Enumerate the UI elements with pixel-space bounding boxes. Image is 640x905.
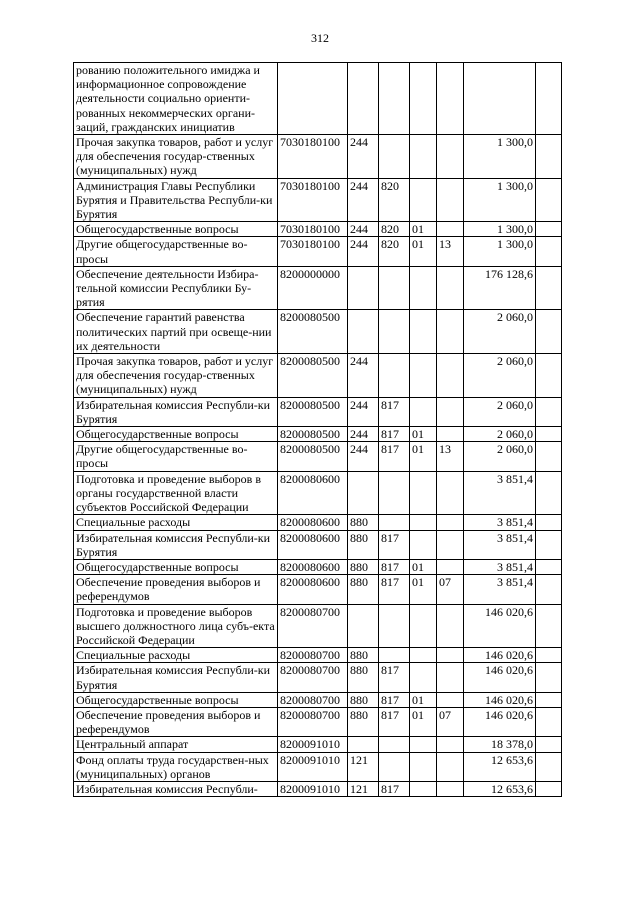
row-amount: 12 653,6 — [464, 752, 536, 781]
row-target-code: 8200080600 — [278, 575, 348, 604]
row-amount: 3 851,4 — [464, 530, 536, 559]
row-name: рованию положительного имиджа и информационное сопровождение деятельности социально ориенти-рованных некоммерческих органи-заций, гражданских инициатив — [74, 63, 278, 135]
row-grbs: 817 — [379, 663, 410, 692]
row-grbs — [379, 135, 410, 179]
row-name: Прочая закупка товаров, работ и услуг для обеспечения государ-ственных (муниципальных) нужд — [74, 135, 278, 179]
row-grbs — [379, 354, 410, 398]
row-section: 01 — [410, 575, 437, 604]
table-row — [74, 178, 562, 222]
row-name: Специальные расходы — [74, 648, 278, 663]
row-section — [410, 397, 437, 426]
row-name: Избирательная комиссия Республи-ки Бурятия — [74, 663, 278, 692]
table-row — [74, 63, 562, 135]
row-section — [410, 354, 437, 398]
row-name: Центральный аппарат — [74, 737, 278, 752]
row-target-code: 8200080500 — [278, 442, 348, 471]
row-extra — [536, 515, 562, 530]
row-name: Обеспечение деятельности Избира-тельной комиссии Республики Бу-рятия — [74, 266, 278, 310]
table-row — [74, 237, 562, 266]
table-row — [74, 692, 562, 707]
row-amount: 2 060,0 — [464, 397, 536, 426]
row-section: 01 — [410, 707, 437, 736]
row-subsection: 13 — [437, 442, 464, 471]
row-extra — [536, 397, 562, 426]
row-expense-type — [348, 604, 379, 648]
row-grbs: 820 — [379, 237, 410, 266]
row-name: Подготовка и проведение выборов высшего должностного лица субъ-екта Российской Федерации — [74, 604, 278, 648]
row-grbs: 817 — [379, 575, 410, 604]
row-name: Общегосударственные вопросы — [74, 692, 278, 707]
row-extra — [536, 471, 562, 515]
row-grbs: 817 — [379, 530, 410, 559]
row-extra — [536, 663, 562, 692]
row-target-code: 8200080700 — [278, 707, 348, 736]
row-target-code: 8200080700 — [278, 604, 348, 648]
row-grbs — [379, 604, 410, 648]
row-amount: 146 020,6 — [464, 707, 536, 736]
row-grbs — [379, 310, 410, 354]
row-expense-type: 121 — [348, 781, 379, 796]
row-subsection — [437, 222, 464, 237]
row-name: Обеспечение проведения выборов и референдумов — [74, 707, 278, 736]
row-expense-type: 880 — [348, 575, 379, 604]
row-target-code: 7030180100 — [278, 135, 348, 179]
row-amount: 146 020,6 — [464, 648, 536, 663]
row-amount: 2 060,0 — [464, 354, 536, 398]
row-amount: 2 060,0 — [464, 427, 536, 442]
row-target-code: 8200080700 — [278, 663, 348, 692]
row-extra — [536, 237, 562, 266]
row-name: Другие общегосударственные во-просы — [74, 442, 278, 471]
row-expense-type: 880 — [348, 559, 379, 574]
budget-table — [73, 62, 562, 797]
row-grbs — [379, 471, 410, 515]
row-subsection — [437, 310, 464, 354]
row-target-code: 8200080500 — [278, 397, 348, 426]
row-subsection — [437, 471, 464, 515]
row-amount: 146 020,6 — [464, 604, 536, 648]
row-expense-type: 880 — [348, 648, 379, 663]
row-extra — [536, 442, 562, 471]
row-subsection — [437, 559, 464, 574]
row-subsection — [437, 737, 464, 752]
row-section: 01 — [410, 692, 437, 707]
row-subsection — [437, 604, 464, 648]
row-target-code: 8200091010 — [278, 737, 348, 752]
row-target-code: 8200080600 — [278, 471, 348, 515]
row-expense-type — [348, 471, 379, 515]
row-section: 01 — [410, 442, 437, 471]
row-name: Избирательная комиссия Республи-ки Бурятия — [74, 530, 278, 559]
row-grbs: 817 — [379, 781, 410, 796]
row-extra — [536, 648, 562, 663]
row-section — [410, 530, 437, 559]
row-grbs — [379, 515, 410, 530]
row-expense-type: 880 — [348, 663, 379, 692]
row-extra — [536, 178, 562, 222]
row-name: Избирательная комиссия Республи-ки Бурятия — [74, 397, 278, 426]
row-section — [410, 310, 437, 354]
row-expense-type — [348, 63, 379, 135]
row-grbs — [379, 752, 410, 781]
row-grbs: 817 — [379, 692, 410, 707]
row-name: Общегосударственные вопросы — [74, 427, 278, 442]
row-target-code: 7030180100 — [278, 178, 348, 222]
row-amount: 18 378,0 — [464, 737, 536, 752]
row-section — [410, 63, 437, 135]
row-extra — [536, 63, 562, 135]
table-row — [74, 427, 562, 442]
row-grbs — [379, 266, 410, 310]
row-amount — [464, 63, 536, 135]
row-extra — [536, 707, 562, 736]
row-subsection — [437, 397, 464, 426]
row-amount: 146 020,6 — [464, 692, 536, 707]
row-grbs: 820 — [379, 222, 410, 237]
row-grbs: 817 — [379, 707, 410, 736]
row-grbs: 817 — [379, 427, 410, 442]
row-extra — [536, 310, 562, 354]
row-name: Общегосударственные вопросы — [74, 559, 278, 574]
row-subsection — [437, 752, 464, 781]
row-subsection — [437, 692, 464, 707]
row-subsection — [437, 135, 464, 179]
row-extra — [536, 530, 562, 559]
row-name: Подготовка и проведение выборов в органы государственной власти субъектов Российской Федерации — [74, 471, 278, 515]
row-grbs — [379, 737, 410, 752]
table-row — [74, 135, 562, 179]
row-target-code: 8200080600 — [278, 559, 348, 574]
table-row — [74, 397, 562, 426]
row-amount: 3 851,4 — [464, 575, 536, 604]
row-subsection — [437, 663, 464, 692]
row-name: Специальные расходы — [74, 515, 278, 530]
row-expense-type: 880 — [348, 707, 379, 736]
table-row — [74, 266, 562, 310]
row-extra — [536, 222, 562, 237]
table-row — [74, 354, 562, 398]
row-subsection — [437, 781, 464, 796]
row-target-code: 7030180100 — [278, 222, 348, 237]
row-grbs: 817 — [379, 559, 410, 574]
table-row — [74, 471, 562, 515]
row-subsection — [437, 648, 464, 663]
row-subsection — [437, 63, 464, 135]
row-subsection: 07 — [437, 707, 464, 736]
table-row — [74, 310, 562, 354]
row-amount: 1 300,0 — [464, 135, 536, 179]
row-amount: 1 300,0 — [464, 237, 536, 266]
row-expense-type — [348, 310, 379, 354]
row-section — [410, 471, 437, 515]
row-section — [410, 648, 437, 663]
row-section — [410, 781, 437, 796]
row-target-code: 8200080500 — [278, 310, 348, 354]
row-expense-type — [348, 737, 379, 752]
row-name: Фонд оплаты труда государствен-ных (муниципальных) органов — [74, 752, 278, 781]
row-target-code: 8200080600 — [278, 515, 348, 530]
table-row — [74, 530, 562, 559]
row-expense-type: 244 — [348, 354, 379, 398]
row-amount: 1 300,0 — [464, 222, 536, 237]
table-row — [74, 575, 562, 604]
row-expense-type — [348, 266, 379, 310]
row-expense-type: 244 — [348, 397, 379, 426]
row-target-code: 8200080700 — [278, 648, 348, 663]
row-subsection — [437, 354, 464, 398]
table-row — [74, 604, 562, 648]
table-row — [74, 515, 562, 530]
row-extra — [536, 266, 562, 310]
page-number: 312 — [311, 31, 329, 45]
row-extra — [536, 737, 562, 752]
row-expense-type: 244 — [348, 135, 379, 179]
row-section — [410, 737, 437, 752]
row-section — [410, 135, 437, 179]
row-section — [410, 266, 437, 310]
row-amount: 3 851,4 — [464, 471, 536, 515]
table-row — [74, 648, 562, 663]
row-target-code: 8200080700 — [278, 692, 348, 707]
row-target-code: 8200080500 — [278, 354, 348, 398]
row-name: Обеспечение проведения выборов и референдумов — [74, 575, 278, 604]
row-section: 01 — [410, 559, 437, 574]
row-subsection — [437, 530, 464, 559]
row-extra — [536, 427, 562, 442]
row-extra — [536, 559, 562, 574]
row-section — [410, 604, 437, 648]
row-expense-type: 244 — [348, 442, 379, 471]
row-name: Общегосударственные вопросы — [74, 222, 278, 237]
row-expense-type: 880 — [348, 530, 379, 559]
table-row — [74, 781, 562, 796]
table-row — [74, 442, 562, 471]
row-expense-type: 880 — [348, 692, 379, 707]
row-target-code: 8200080600 — [278, 530, 348, 559]
row-subsection — [437, 266, 464, 310]
row-extra — [536, 575, 562, 604]
row-target-code — [278, 63, 348, 135]
row-section — [410, 515, 437, 530]
table-row — [74, 752, 562, 781]
row-extra — [536, 752, 562, 781]
row-target-code: 8200000000 — [278, 266, 348, 310]
row-expense-type: 880 — [348, 515, 379, 530]
row-grbs — [379, 63, 410, 135]
row-subsection: 07 — [437, 575, 464, 604]
row-name: Избирательная комиссия Республи- — [74, 781, 278, 796]
row-amount: 3 851,4 — [464, 515, 536, 530]
row-section: 01 — [410, 237, 437, 266]
row-expense-type: 244 — [348, 237, 379, 266]
row-amount: 3 851,4 — [464, 559, 536, 574]
table-row — [74, 707, 562, 736]
table-row — [74, 737, 562, 752]
row-section: 01 — [410, 222, 437, 237]
row-extra — [536, 604, 562, 648]
row-target-code: 8200091010 — [278, 781, 348, 796]
row-grbs: 817 — [379, 397, 410, 426]
row-section — [410, 178, 437, 222]
row-section — [410, 663, 437, 692]
row-amount: 12 653,6 — [464, 781, 536, 796]
row-extra — [536, 135, 562, 179]
row-amount: 2 060,0 — [464, 442, 536, 471]
row-extra — [536, 692, 562, 707]
row-section: 01 — [410, 427, 437, 442]
row-amount: 146 020,6 — [464, 663, 536, 692]
row-amount: 1 300,0 — [464, 178, 536, 222]
table-row — [74, 222, 562, 237]
row-amount: 176 128,6 — [464, 266, 536, 310]
row-subsection — [437, 178, 464, 222]
row-name: Прочая закупка товаров, работ и услуг для обеспечения государ-ственных (муниципальных) нужд — [74, 354, 278, 398]
row-grbs — [379, 648, 410, 663]
row-subsection: 13 — [437, 237, 464, 266]
row-name: Обеспечение гарантий равенства политических партий при освеще-нии их деятельности — [74, 310, 278, 354]
row-target-code: 8200091010 — [278, 752, 348, 781]
row-expense-type: 244 — [348, 178, 379, 222]
table-body — [74, 63, 562, 797]
row-grbs: 820 — [379, 178, 410, 222]
row-subsection — [437, 427, 464, 442]
row-subsection — [437, 515, 464, 530]
row-amount: 2 060,0 — [464, 310, 536, 354]
row-target-code: 8200080500 — [278, 427, 348, 442]
row-grbs: 817 — [379, 442, 410, 471]
row-expense-type: 244 — [348, 427, 379, 442]
row-expense-type: 244 — [348, 222, 379, 237]
row-name: Другие общегосударственные во-просы — [74, 237, 278, 266]
row-target-code: 7030180100 — [278, 237, 348, 266]
table-row — [74, 663, 562, 692]
row-name: Администрация Главы Республики Бурятия и Правительства Республи-ки Бурятия — [74, 178, 278, 222]
row-expense-type: 121 — [348, 752, 379, 781]
row-section — [410, 752, 437, 781]
table-row — [74, 559, 562, 574]
row-extra — [536, 354, 562, 398]
row-extra — [536, 781, 562, 796]
